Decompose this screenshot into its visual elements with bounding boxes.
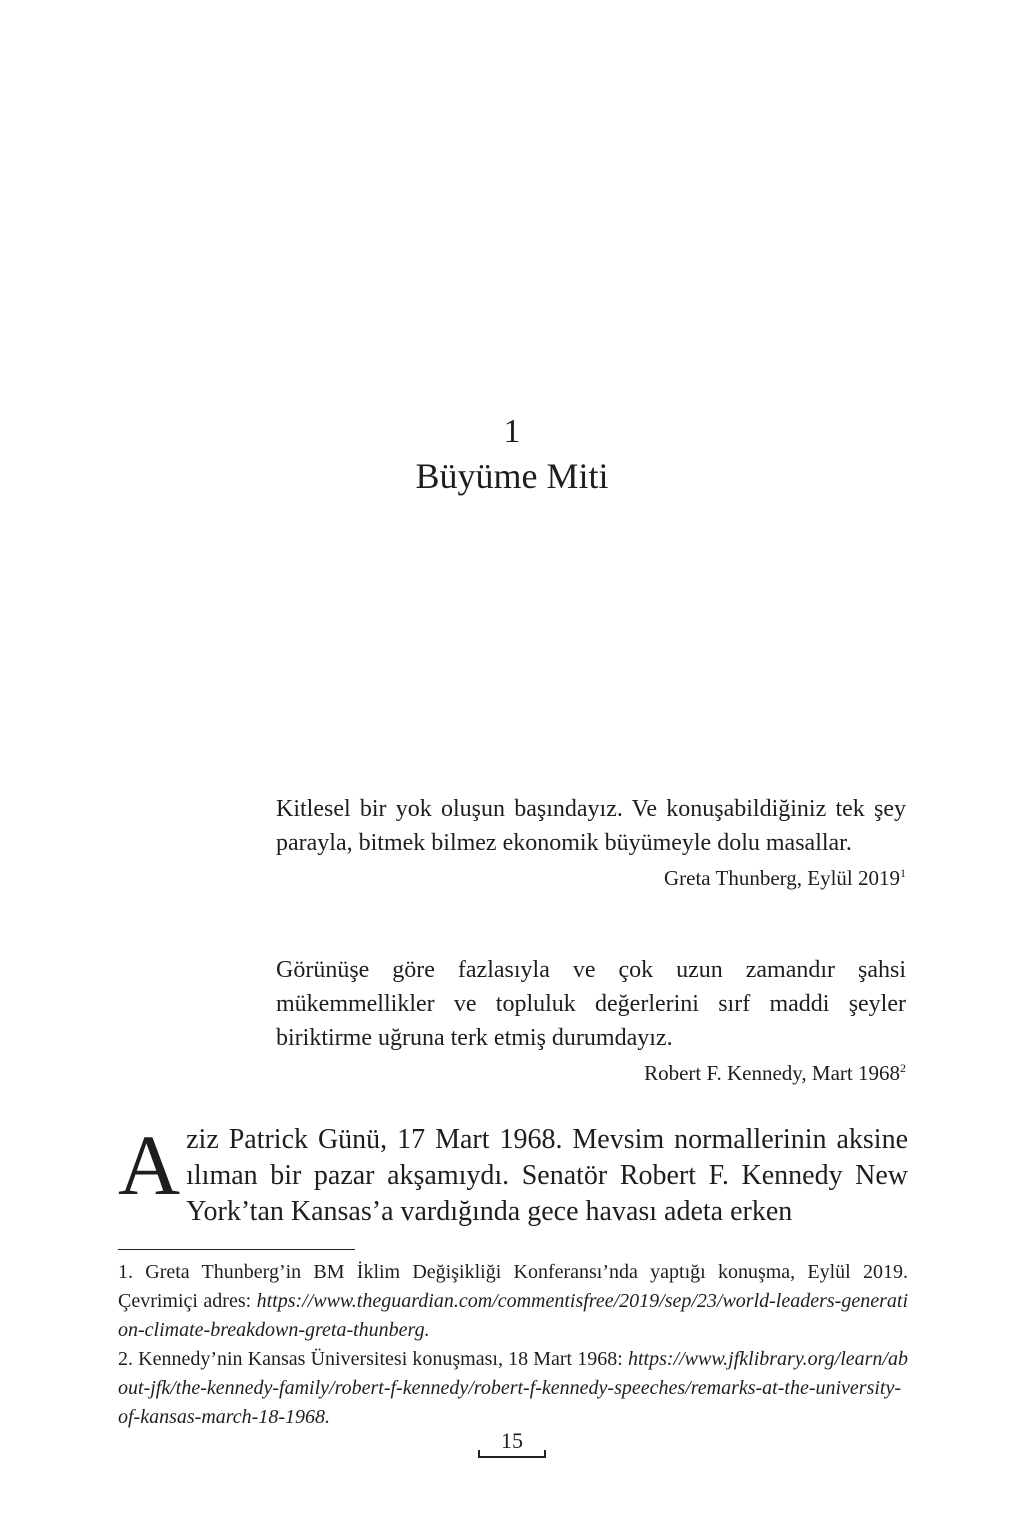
footnote-text: 1. Greta Thunberg’in BM İklim Değişikliği Konferansı’nda yaptığı konuşma, Eylül 2019. Çevrimiçi adres: bbox=[118, 1261, 908, 1312]
attribution-text: Greta Thunberg, Eylül 2019 bbox=[663, 866, 900, 890]
body-paragraph-text: ziz Patrick Günü, 17 Mart 1968. Mevsim normallerinin aksine ılıman bir pazar akşamıydı. Senatör Robert F. Kennedy New York’tan Kansas’a vardığında gece havası adeta erken bbox=[186, 1124, 908, 1227]
page-number-box bbox=[478, 1428, 546, 1460]
footnotes bbox=[118, 1258, 908, 1432]
chapter-number: 1 bbox=[503, 413, 521, 450]
epigraph bbox=[276, 953, 906, 1087]
footnote-url: https://www.jfklibrary.org/learn/about-jfk/the-kennedy-family/robert-f-kennedy/robert-f-kennedy-speeches/remarks-at-the-university-of-kansas-march-18-1968. bbox=[118, 1348, 908, 1428]
page-number: 15 bbox=[501, 1428, 523, 1453]
drop-cap: A bbox=[118, 1117, 181, 1213]
page-number-bracket bbox=[478, 1450, 546, 1458]
epigraph-quote: Kitlesel bir yok oluşun başındayız. Ve konuşabildiğiniz tek şey parayla, bitmek bilmez ekonomik büyümeyle dolu masallar. bbox=[276, 796, 906, 856]
body-paragraph bbox=[118, 1117, 908, 1230]
footnote-marker: 2 bbox=[900, 1061, 906, 1075]
epigraph-attribution bbox=[276, 1059, 906, 1087]
attribution-text: Robert F. Kennedy, Mart 1968 bbox=[644, 1061, 900, 1085]
chapter-title: Büyüme Miti bbox=[415, 456, 609, 496]
footnote-url: https://www.theguardian.com/commentisfree/2019/sep/23/world-leaders-generation-climate-breakdown-greta-thunberg. bbox=[118, 1290, 908, 1341]
footnote bbox=[118, 1258, 908, 1345]
footnote-marker: 1 bbox=[900, 866, 906, 880]
epigraph bbox=[276, 792, 906, 892]
footnote-text: 2. Kennedy’nin Kansas Üniversitesi konuşması, 18 Mart 1968: bbox=[118, 1348, 628, 1370]
footnote bbox=[118, 1345, 908, 1432]
epigraph-attribution bbox=[276, 864, 906, 892]
footnote-divider bbox=[118, 1249, 355, 1250]
epigraph-quote: Görünüşe göre fazlasıyla ve çok uzun zamandır şahsi mükemmellikler ve topluluk değerlerini sırf maddi şeyler biriktirme uğruna terk etmiş durumdayız. bbox=[276, 957, 906, 1051]
